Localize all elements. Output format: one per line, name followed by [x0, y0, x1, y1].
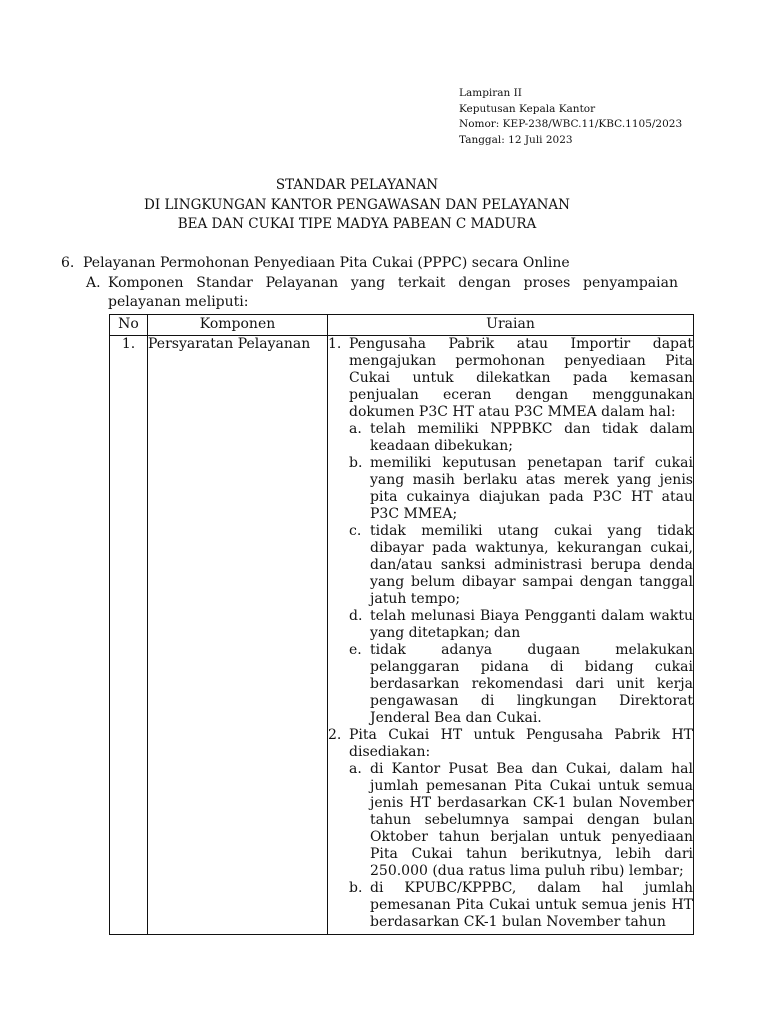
subsection-letter: A.	[86, 275, 101, 291]
list-subitem	[349, 761, 693, 880]
service-standard-table	[109, 314, 694, 935]
list-subitem	[349, 608, 693, 642]
header-no: No	[110, 315, 148, 336]
subitem-text: di Kantor Pusat Bea dan Cukai, dalam hal jumlah pemesanan Pita Cukai untuk semua jenis HT berdasarkan CK-1 bulan November tahun sebelumnya sampai dengan bulan Oktober tahun berjalan untuk penyediaan Pita Cukai tahun berikutnya, lebih dari 250.000 (dua ratus lima puluh ribu) lembar;	[370, 761, 693, 879]
subitem-text: memiliki keputusan penetapan tarif cukai yang masih berlaku atas merek yang jenis pita cukainya diajukan pada P3C HT atau P3C MMEA;	[370, 455, 693, 522]
row-komponen: Persyaratan Pelayanan	[148, 336, 328, 935]
decree-title: Keputusan Kepala Kantor	[459, 102, 596, 115]
document-title	[0, 176, 714, 235]
section-heading	[61, 254, 570, 273]
list-subitem	[349, 421, 693, 455]
row-number: 1.	[110, 336, 148, 935]
header-uraian: Uraian	[328, 315, 694, 336]
subitem-text: telah melunasi Biaya Pengganti dalam waktu yang ditetapkan; dan	[370, 608, 693, 641]
section-number: 6.	[61, 255, 75, 271]
list-subitem	[349, 642, 693, 727]
subitem-marker: d.	[349, 608, 363, 624]
subitem-marker: b.	[349, 880, 363, 896]
lampiran-label: Lampiran II	[459, 87, 522, 99]
subitem-marker: b.	[349, 455, 363, 471]
table-header-row	[110, 315, 694, 336]
title-line-1: STANDAR PELAYANAN	[275, 177, 439, 193]
section-title: Pelayanan Permohonan Penyediaan Pita Cukai (PPPC) secara Online	[83, 255, 570, 271]
list-item-marker: 1.	[328, 336, 342, 352]
header-komponen: Komponen	[148, 315, 328, 336]
subitem-marker: a.	[349, 761, 362, 777]
table-row	[110, 336, 694, 935]
lampiran-block	[459, 86, 682, 148]
subitem-marker: a.	[349, 421, 362, 437]
subitem-text: telah memiliki NPPBKC dan tidak dalam keadaan dibekukan;	[370, 421, 693, 454]
uraian-content	[328, 336, 693, 934]
subitem-text: tidak memiliki utang cukai yang tidak dibayar pada waktunya, kekurangan cukai, dan/atau sanksi administrasi berupa denda yang belum dibayar sampai dengan tanggal jatuh tempo;	[370, 523, 693, 607]
decree-date: Tanggal: 12 Juli 2023	[459, 133, 573, 146]
subitem-marker: e.	[349, 642, 362, 658]
list-subitem	[349, 523, 693, 608]
subitem-text: di KPUBC/KPPBC, dalam hal jumlah pemesanan Pita Cukai untuk semua jenis HT berdasarkan CK-1 bulan November tahun	[370, 880, 693, 930]
list-item-text: Pengusaha Pabrik atau Importir dapat mengajukan permohonan penyediaan Pita Cukai untuk dilekatkan pada kemasan penjualan eceran dengan menggunakan dokumen P3C HT atau P3C MMEA dalam hal:	[349, 336, 693, 420]
subsection-heading	[86, 274, 678, 312]
decree-number: Nomor: KEP-238/WBC.11/KBC.1105/2023	[459, 118, 683, 130]
subitem-marker: c.	[349, 523, 362, 539]
list-subitem	[349, 455, 693, 523]
list-item-text: Pita Cukai HT untuk Pengusaha Pabrik HT disediakan:	[349, 727, 693, 760]
list-item-marker: 2.	[328, 727, 342, 743]
subsection-text: Komponen Standar Pelayanan yang terkait dengan proses penyampaian pelayanan meliputi:	[108, 275, 678, 310]
title-line-3: BEA DAN CUKAI TIPE MADYA PABEAN C MADURA	[177, 216, 537, 232]
list-item	[328, 336, 693, 727]
subitem-text: tidak adanya dugaan melakukan pelanggaran pidana di bidang cukai berdasarkan rekomendasi dari unit kerja pengawasan di lingkungan Direktorat Jenderal Bea dan Cukai.	[370, 642, 693, 726]
title-line-2: DI LINGKUNGAN KANTOR PENGAWASAN DAN PELAYANAN	[144, 196, 570, 213]
list-item	[328, 727, 693, 931]
list-subitem	[349, 880, 693, 931]
row-uraian	[328, 336, 694, 935]
